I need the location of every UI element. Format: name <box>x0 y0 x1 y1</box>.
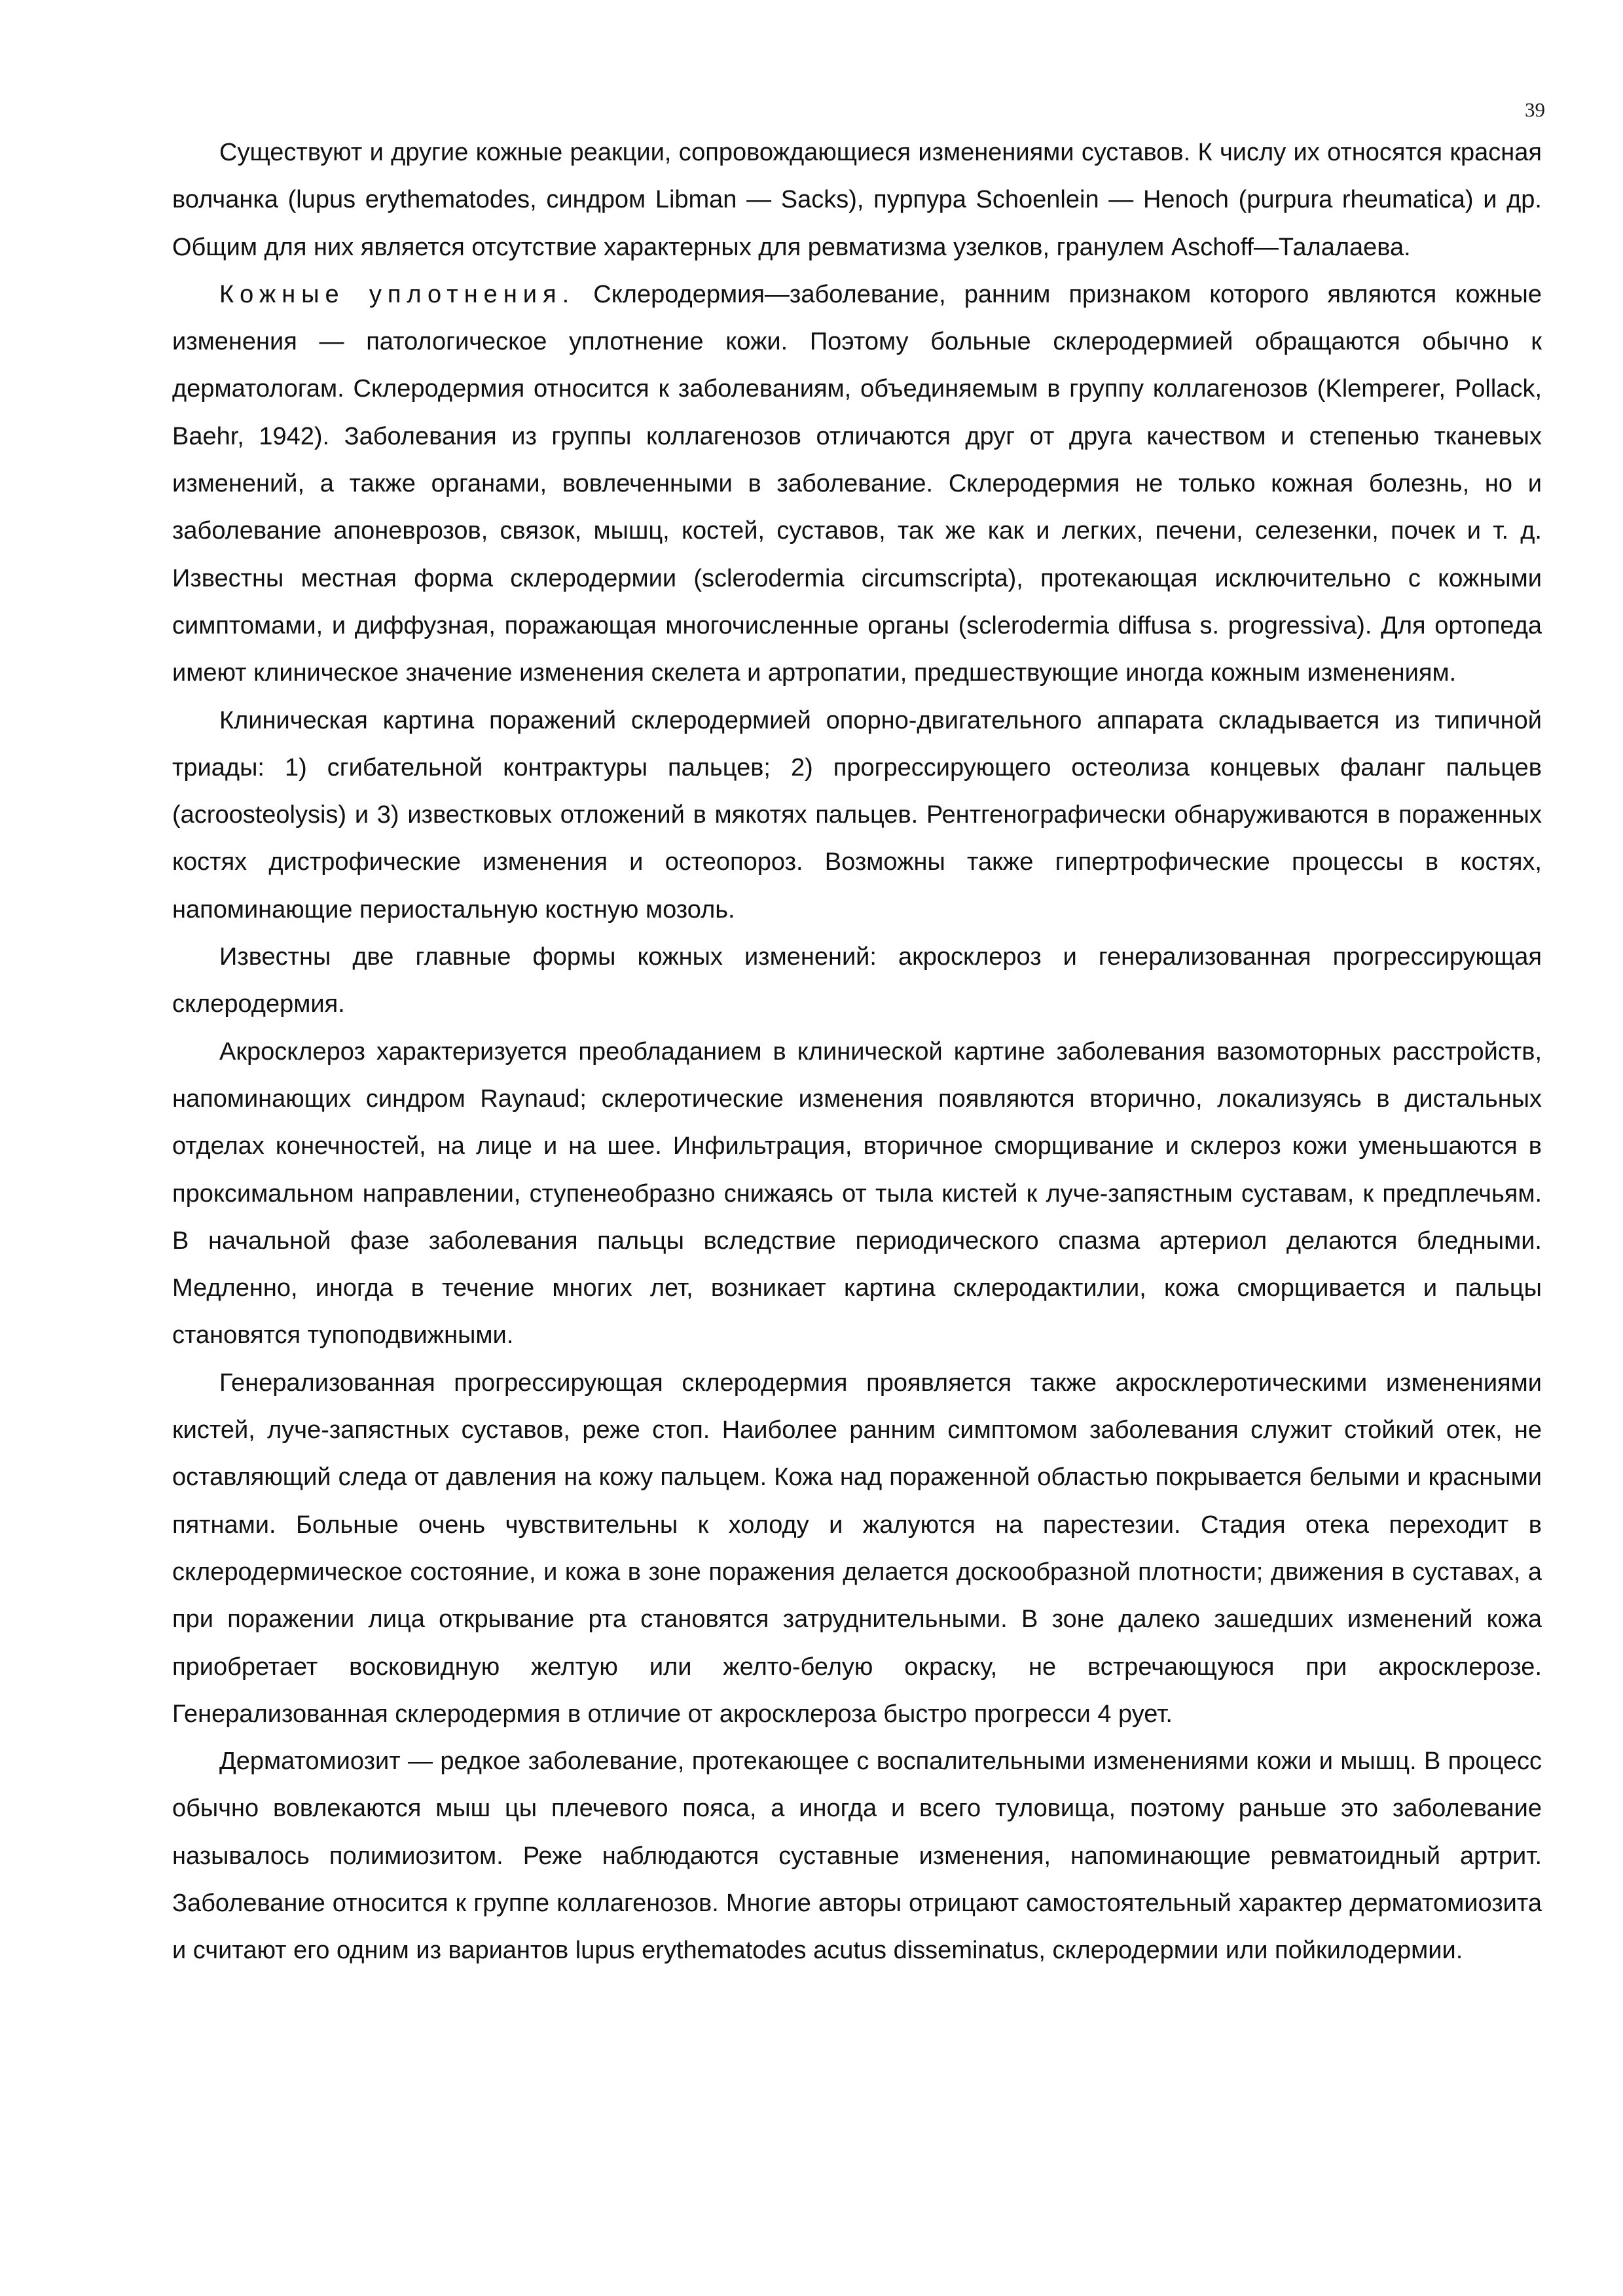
paragraph-generalized-scleroderma: Генерализованная прогрессирующая склеродермия проявляется также акросклеротическими изменениями кистей, луче-запястных суставов, реже стоп. Наиболее ранним симптомом заболевания служит стойкий отек, не оставляющий следа от давления на кожу пальцем. Кожа над пораженной областью покрывается белыми и красными пятнами. Больные очень чувствительны к холоду и жалуются на парестезии. Стадия отека переходит в склеродермическое состояние, и кожа в зоне поражения делается доскообразной плотности; движения в суставах, а при поражении лица открывание рта становятся затруднительными. В зоне далеко зашедших изменений кожа приобретает восковидную желтую или желто-белую окраску, не встречающуюся при акросклерозе. Генерализованная склеродермия в отличие от акросклероза быстро прогресси 4 рует. <box>172 1369 1542 1728</box>
paragraph-acrosclerosis: Акросклероз характеризуется преобладанием в клинической картине заболевания вазомоторных расстройств, напоминающих синдром Raynaud; склеротические изменения появляются вторично, локализуясь в дистальных отделах конечностей, на лице и на шее. Инфильтрация, вторичное сморщивание и склероз кожи уменьшаются в проксимальном направлении, ступенеобразно снижаясь от тыла кистей к луче-запястным суставам, к предплечьям. В начальной фазе заболевания пальцы вследствие периодического спазма артериол делаются бледными. Медленно, иногда в течение многих лет, возникает картина склеродактилии, кожа сморщивается и пальцы становятся тупоподвижными. <box>172 1037 1542 1350</box>
paragraph-skin-induration <box>172 271 1542 697</box>
page-number: 39 <box>1525 98 1545 121</box>
paragraph-clinical-picture: Клиническая картина поражений склеродермией опорно-двигательного аппарата складывается из типичной триады: 1) сгибательной контрактуры пальцев; 2) прогрессирующего остеолиза концевых фаланг пальцев (acroosteolysis) и 3) известковых отложений в мякотях пальцев. Рентгенографически обнаруживаются в пораженных костях дистрофические изменения и остеопороз. Возможны также гипертрофические процессы в костях, напоминающие периостальную костную мозоль. <box>172 706 1542 924</box>
paragraph-skin-induration-text: Склеродермия—заболевание, ранним признаком которого являются кожные изменения — патологическое уплотнение кожи. Поэтому больные склеродермией обращаются обычно к дерматологам. Склеродермия относится к заболеваниям, объединяемым в группу коллагенозов (Klemperer, Pollack, Baehr, 1942). Заболевания из группы коллагенозов отличаются друг от друга качеством и степенью тканевых изменений, а также органами, вовлеченными в заболевание. Склеродермия не только кожная болезнь, но и заболевание апоневрозов, связок, мышц, костей, суставов, так же как и легких, печени, селезенки, почек и т. д. Известны местная форма склеродермии (sclerodermia circumscripta), протекающая исключительно с кожными симптомами, и диффузная, поражающая многочисленные органы (sclerodermia diffusa s. progressiva). Для ортопеда имеют клиническое значение изменения скелета и артропатии, предшествующие иногда кожным изменениям. <box>172 280 1542 687</box>
body-text <box>172 129 1542 1975</box>
paragraph-two-forms: Известны две главные формы кожных изменений: акросклероз и генерализованная прогрессирующая склеродермия. <box>172 943 1542 1018</box>
paragraph-dermatomyositis: Дерматомиозит — редкое заболевание, протекающее с воспалительными изменениями кожи и мышц. В процесс обычно вовлекаются мыш цы плечевого пояса, а иногда и всего туловища, поэтому раньше это заболевание называлось полимиозитом. Реже наблюдаются суставные изменения, напоминающие ревматоидный артрит. Заболевание относится к группе коллагенозов. Многие авторы отрицают самостоятельный характер дерматомиозита и считают его одним из вариантов lupus erythematodes acutus disseminatus, склеродермии или пойкилодермии. <box>172 1748 1542 1965</box>
section-heading-skin-induration: Кожные уплотнения. <box>219 280 575 308</box>
paragraph-other-skin-reactions: Существуют и другие кожные реакции, сопровождающиеся изменениями суставов. К числу их относятся красная волчанка (lupus erythematodes, синдром Libman — Sacks), пурпура Schoenlein — Henoch (purpura rheumatica) и др. Общим для них является отсутствие характерных для ревматизма узелков, гранулем Aschoff—Талалаева. <box>172 139 1542 261</box>
